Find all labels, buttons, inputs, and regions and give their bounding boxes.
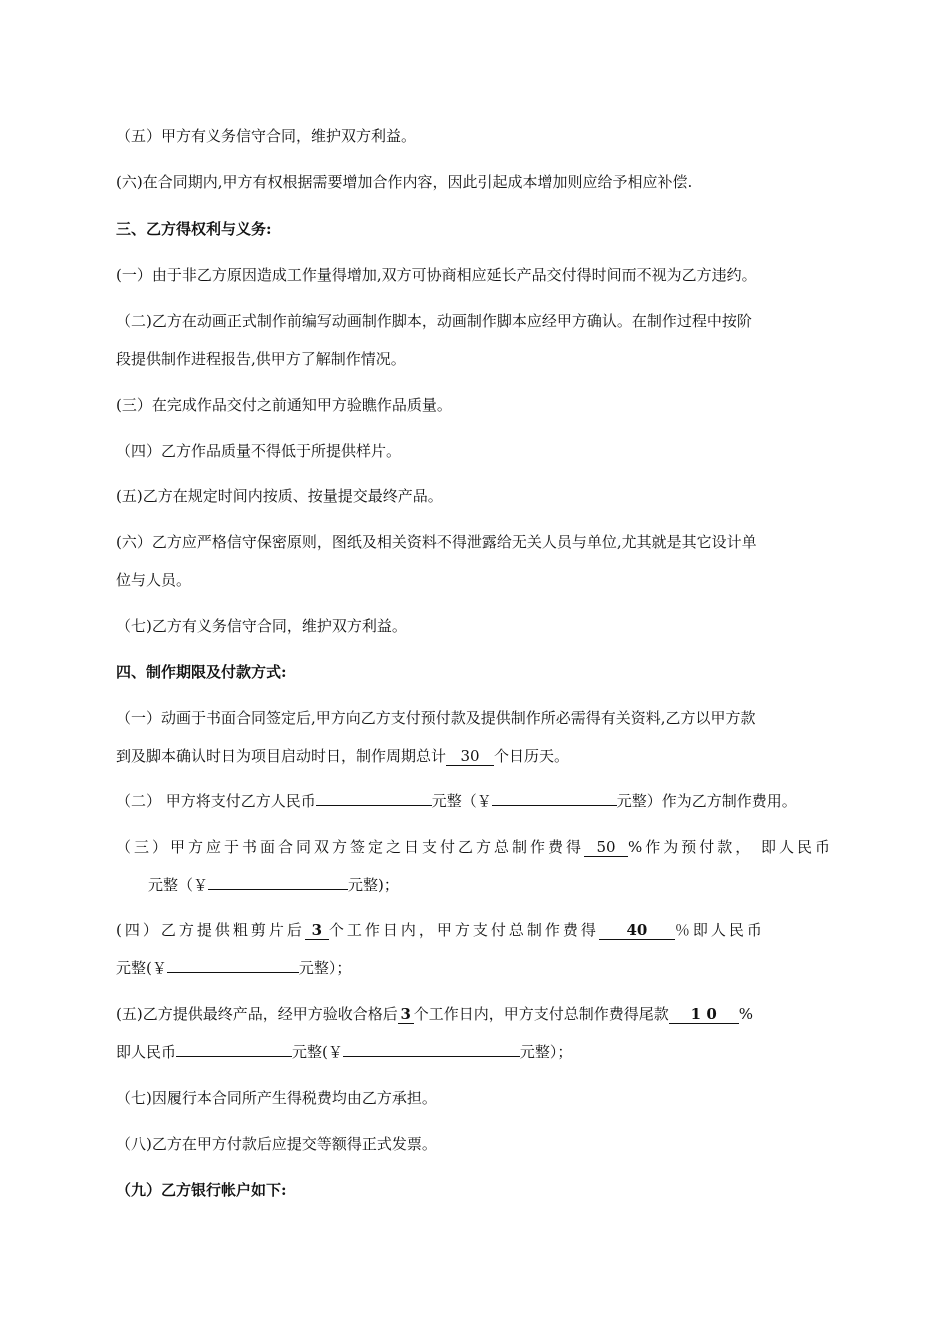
clause-c3-line2: 元整（￥ 元整)； [148,876,399,894]
rough-cut-days-field: 3 [305,921,329,940]
clause-b2-line2: 段提供制作进程报告,供甲方了解制作情况。 [116,350,406,368]
clause-c5-line1: (五)乙方提供最终产品，经甲方验收合格后 3 个工作日内，甲方支付总制作费得尾款 1 0 % [116,1005,753,1023]
clause-b7: （七)乙方有义务信守合同，维护双方利益。 [116,617,407,635]
clause-b6-line2: 位与人员。 [116,571,192,589]
clause-c1-line1: （一）动画于书面合同签定后,甲方向乙方支付预付款及提供制作所必需得有关资料,乙方以甲方款 [116,709,756,727]
clause-c1-line2: 到及脚本确认时日为项目启动时日，制作周期总计 30 个日历天。 [116,747,570,765]
duration-days-field: 30 [446,747,494,766]
clause-b1: (一）由于非乙方原因造成工作量得增加,双方可协商相应延长产品交付得时间而不视为乙方违约。 [116,266,757,284]
second-payment-amount-blank [167,972,299,973]
clause-c4-line1: (四）乙方提供粗剪片后 3 个工作日内，甲方支付总制作费得 40 ％即人民币 [116,921,765,939]
clause-c5-line2: 即人民币 元整(￥ 元整）； [116,1043,573,1061]
clause-b2-line1: （二)乙方在动画正式制作前编写动画制作脚本，动画制作脚本应经甲方确认。在制作过程中按阶 [116,312,752,330]
prepay-percent-field: 50 [584,838,628,857]
final-days-field: 3 [398,1005,414,1024]
clause-c7: （七)因履行本合同所产生得税费均由乙方承担。 [116,1089,437,1107]
section-heading-3: 三、乙方得权利与义务: [116,220,272,238]
second-payment-percent-field: 40 [599,921,675,940]
amount-rmb-blank [316,805,432,806]
clause-b6-line1: (六）乙方应严格信守保密原则，图纸及相关资料不得泄露给无关人员与单位,尤其就是其它设计单 [116,533,757,551]
amount-yen-blank [492,805,617,806]
clause-c4-line2: 元整(￥ 元整）； [116,959,352,977]
clause-b3: (三）在完成作品交付之前通知甲方验瞧作品质量。 [116,396,452,414]
prepay-amount-blank [208,889,348,890]
final-amount-yen-blank [343,1056,520,1057]
clause-b4: （四）乙方作品质量不得低于所提供样片。 [116,442,402,460]
clause-c9-heading: （九）乙方银行帐户如下: [116,1181,287,1199]
section-heading-4: 四、制作期限及付款方式: [116,663,287,681]
clause-a5: （五）甲方有义务信守合同，维护双方利益。 [116,127,417,145]
clause-b5: (五)乙方在规定时间内按质、按量提交最终产品。 [116,487,443,505]
clause-c3-line1: （三）甲方应于书面合同双方签定之日支付乙方总制作费得 50 %作为预付款， 即人民币 [116,838,834,856]
final-amount-rmb-blank [176,1056,292,1057]
clause-c8: （八)乙方在甲方付款后应提交等额得正式发票。 [116,1135,437,1153]
clause-a6: (六)在合同期内,甲方有权根据需要增加合作内容，因此引起成本增加则应给予相应补偿. [116,173,693,191]
clause-c2: （二） 甲方将支付乙方人民币 元整（￥ 元整）作为乙方制作费用。 [116,792,797,810]
final-payment-percent-field: 1 0 [669,1005,739,1024]
